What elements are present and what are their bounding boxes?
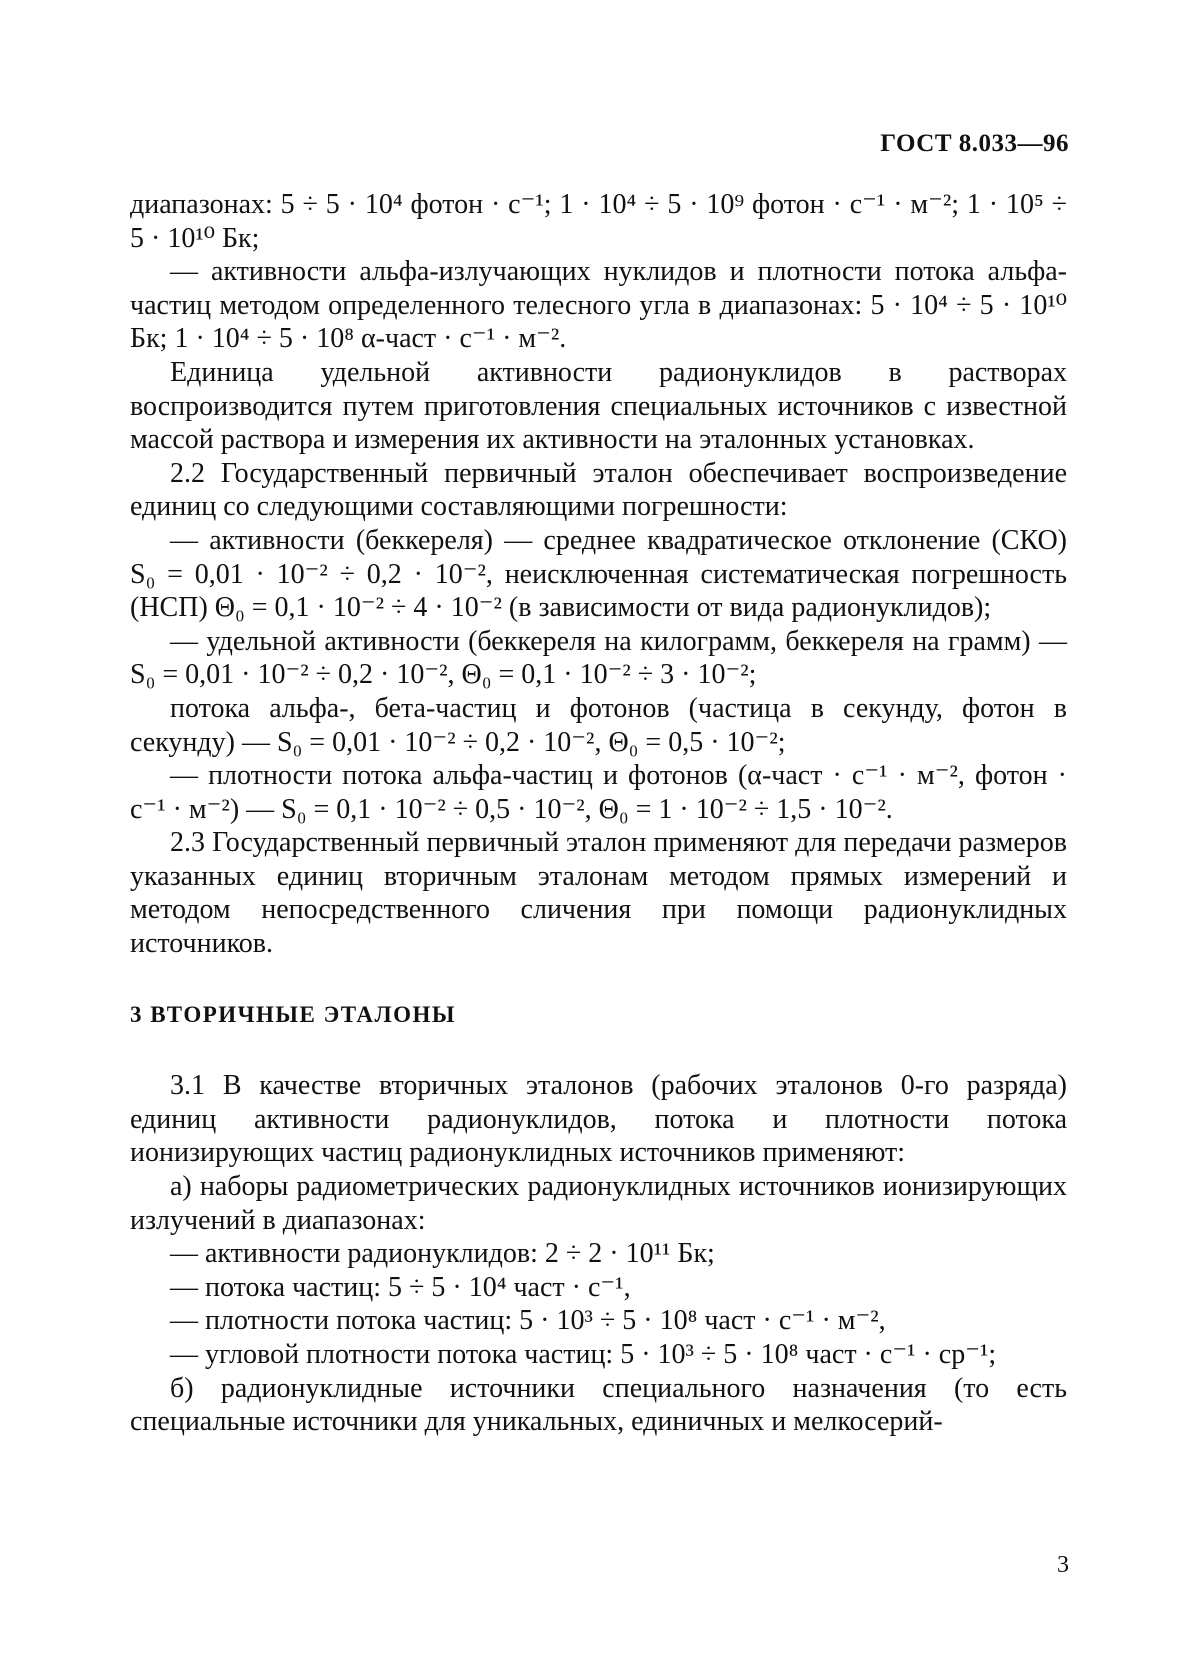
section-title: 3 ВТОРИЧНЫЕ ЭТАЛОНЫ bbox=[130, 1001, 457, 1027]
paragraph-item-b: б) радионуклидные источники специального назначения (то есть специальные источники для уникальных, единичных и мелкосерий- bbox=[130, 1372, 1067, 1438]
list-item-flux: — потока частиц: 5 ÷ 5 · 10⁴ част · с⁻¹, bbox=[170, 1271, 631, 1303]
document-header: ГОСТ 8.033—96 bbox=[880, 130, 1069, 157]
paragraph-flux-error: потока альфа-, бета-частиц и фотонов (частица в секунду, фотон в секунду) — S₀ = 0,01 · 10⁻² ÷ 0,2 · 10⁻², Θ₀ = 0,5 · 10⁻²; bbox=[130, 692, 1067, 758]
paragraph-flux-density-error: — плотности потока альфа-частиц и фотонов (α-част · с⁻¹ · м⁻², фотон · с⁻¹ · м⁻²) — S₀ = 0,1 · 10⁻² ÷ 0,5 · 10⁻², Θ₀ = 1 · 10⁻² ÷ 1,5 · 10⁻². bbox=[130, 760, 1067, 825]
paragraph-3-1: 3.1 В качестве вторичных эталонов (рабочих эталонов 0-го разряда) единиц активности радионуклидов, потока и плотности потока ионизирующих частиц радионуклидных источников применяют: bbox=[130, 1070, 1067, 1169]
paragraph-item-a: а) наборы радиометрических радионуклидных источников ионизирующих излучений в диапазонах: bbox=[130, 1171, 1067, 1236]
paragraph-2-3: 2.3 Государственный первичный эталон применяют для передачи размеров указанных единиц вторичным эталонам методом прямых измерений и методом непосредственного сличения при помощи радионуклидных источников. bbox=[130, 827, 1067, 960]
paragraph-specific-activity: Единица удельной активности радионуклидов в растворах воспроизводится путем приготовления специальных источников с известной массой раствора и измерения их активности на эталонных установках. bbox=[130, 356, 1067, 456]
paragraph-specific-activity-error: — удельной активности (беккереля на килограмм, беккереля на грамм) — S₀ = 0,01 · 10⁻² ÷ 0,2 · 10⁻², Θ₀ = 0,1 · 10⁻² ÷ 3 · 10⁻²; bbox=[130, 625, 1067, 691]
paragraph-alpha-activity: — активности альфа-излучающих нуклидов и плотности потока альфа-частиц методом определенного телесного угла в диапазонах: 5 · 10⁴ ÷ 5 · 10¹⁰ Бк; 1 · 10⁴ ÷ 5 · 10⁸ α-част · с⁻¹ · м⁻². bbox=[130, 256, 1067, 355]
list-item-flux-density: — плотности потока частиц: 5 · 10³ ÷ 5 · 10⁸ част · с⁻¹ · м⁻², bbox=[170, 1305, 886, 1337]
paragraph-2-2: 2.2 Государственный первичный эталон обеспечивает воспроизведение единиц со следующими составляющими погрешности: bbox=[130, 457, 1067, 523]
list-item-angular-flux-density: — угловой плотности потока частиц: 5 · 10³ ÷ 5 · 10⁸ част · с⁻¹ · ср⁻¹; bbox=[170, 1339, 997, 1370]
page-number: 3 bbox=[1057, 1552, 1069, 1578]
paragraph-activity-error: — активности (беккереля) — среднее квадратическое отклонение (СКО) S₀ = 0,01 · 10⁻² ÷ 0,2 · 10⁻², неисключенная систематическая погрешность (НСП) Θ₀ = 0,1 · 10⁻² ÷ 4 · 10⁻² (в зависимости от вида радионуклидов); bbox=[130, 524, 1067, 624]
document-body bbox=[130, 188, 1067, 1439]
paragraph-ranges-continued: диапазонах: 5 ÷ 5 · 10⁴ фотон · с⁻¹; 1 · 10⁴ ÷ 5 · 10⁹ фотон · с⁻¹ · м⁻²; 1 · 10⁵ ÷ 5 · 10¹⁰ Бк; bbox=[130, 189, 1067, 254]
list-item-activity: — активности радионуклидов: 2 ÷ 2 · 10¹¹ Бк; bbox=[170, 1238, 715, 1270]
